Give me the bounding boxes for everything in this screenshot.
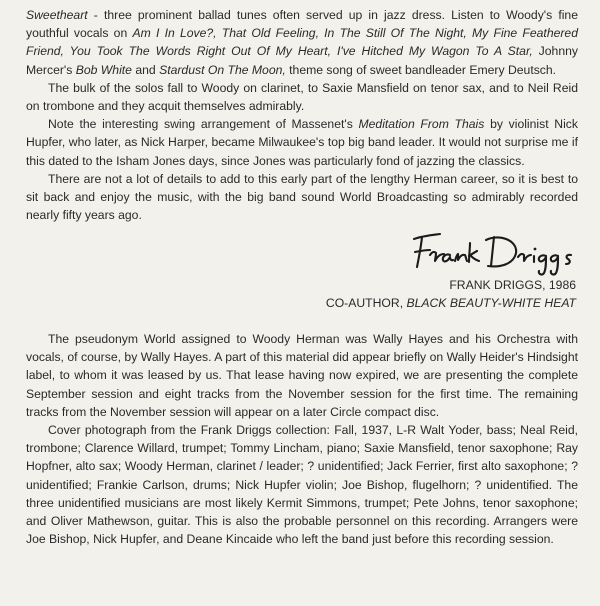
paragraph-5: The pseudonym World assigned to Woody Herman was Wally Hayes and his Orchestra with vocals, of course, by Wally Hayes. A part of this material did appear briefly on Wally Heider's Hindsight label, to whom it was leased by us. That lease having now expired, we are presenting the complete September session and eight tracks from the November session for the first time. The remaining tracks from the November session will appear on a later Circle compact disc. (26, 332, 578, 419)
text-run: by violinist Nick Hupfer, who later, as Nick Harper, became Milwaukee's top big band leader. It would not surprise me if this dated to the Isham Jones days, since Jones was particularly fond of jazzing the classics. (26, 117, 578, 168)
paragraph-3 (26, 115, 578, 170)
top-notes (26, 6, 578, 224)
paragraph-2: The bulk of the solos fall to Woody on clarinet, to Saxie Mansfield on tenor sax, and to Neil Reid on trombone and they acquit themselves admirably. (26, 80, 578, 114)
author-credit (326, 276, 576, 312)
text-run: - three prominent ballad tunes often served up in jazz dress. Listen to Woody's fine youthful vocals on (26, 8, 578, 41)
paragraph-6: Cover photograph from the Frank Driggs collection: Fall, 1937, L-R Walt Yoder, bass; Neal Reid, trombone; Clarence Willard, trumpet; Tommy Lincham, piano; Saxie Mansfield, tenor saxophone; Ray Hopfner, alto sax; Woody Herman, clarinet / leader; ? unidentified; Jack Ferrier, first alto saxophone; ? unidentified; Frankie Carlson, drums; Nick Hupfer violin; Joe Bishop, flugelhorn; ? unidentified. The three unidentified musicians are most likely Kermit Simmons, trumpet; Pete Johns, tenor saxophone; and Oliver Mathewson, guitar. This is also the probable personnel on this recording. Arrangers were Joe Bishop, Nick Hupfer, and Deane Kincaide who left the band just before this recording session. (26, 423, 578, 547)
song-title: Sweetheart (26, 8, 88, 22)
bottom-notes (26, 330, 578, 548)
text-run: Johnny Mercer's (26, 44, 578, 77)
text-run: theme song of sweet bandleader Emery Deutsch. (285, 62, 557, 77)
text-run: and (131, 62, 160, 77)
text-run: Note the interesting swing arrangement of Massenet's (48, 117, 359, 132)
handwritten-signature (400, 225, 580, 277)
book-title: BLACK BEAUTY-WHITE HEAT (406, 296, 576, 311)
song-title: Stardust On The Moon, (159, 62, 286, 77)
song-titles: Am I In Love?, That Old Feeling, In The Still Of The Night, My Fine Feathered Friend, You Took The Words Right Out Of My Heart, I've Hitched My Wagon To A Star, (26, 26, 578, 59)
text-run: CO-AUTHOR, (325, 296, 407, 311)
author-name-year: FRANK DRIGGS, 1986 (449, 278, 576, 292)
paragraph-4: There are not a lot of details to add to this early part of the lengthy Herman career, so it is best to sit back and enjoy the music, with the big band sound World Broadcasting so admirably recorded nearly fifty years ago. (26, 171, 578, 223)
paragraph-1 (26, 6, 578, 79)
author-book (326, 294, 576, 312)
song-title: Meditation From Thais (358, 117, 485, 132)
song-title: Bob White (75, 62, 132, 77)
